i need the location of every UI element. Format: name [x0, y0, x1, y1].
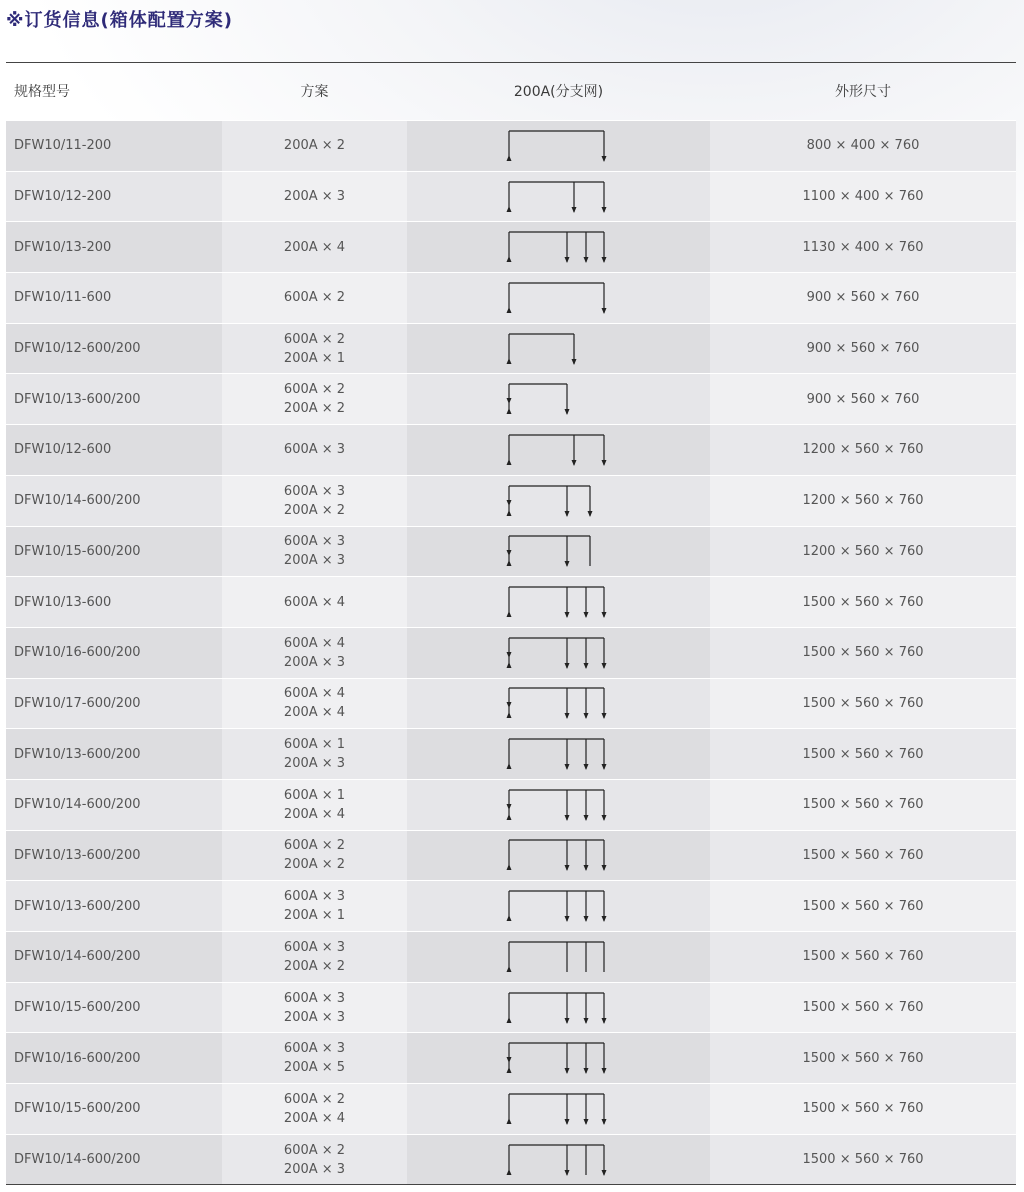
- arrow-down-icon: [564, 713, 569, 719]
- scheme-line: 200A × 2: [283, 138, 346, 154]
- cell-size: 1100 × 400 × 760: [710, 172, 1016, 222]
- cell-scheme: [222, 527, 407, 577]
- scheme-line: 200A × 2: [283, 857, 346, 873]
- table-row: [6, 728, 1016, 779]
- cell-size: 1500 × 560 × 760: [710, 983, 1016, 1033]
- scheme-line: 200A × 3: [283, 756, 346, 772]
- arrow-down-icon: [601, 308, 606, 314]
- table-row: [6, 373, 1016, 424]
- table-row: [6, 931, 1016, 982]
- scheme-line: 600A × 1: [283, 787, 346, 803]
- cell-size: 1500 × 560 × 760: [710, 1033, 1016, 1083]
- cell-scheme: [222, 1084, 407, 1134]
- cell-size: 900 × 560 × 760: [710, 273, 1016, 323]
- scheme-line: 600A × 3: [283, 534, 346, 550]
- arrow-down-icon: [564, 1119, 569, 1125]
- scheme-line: 600A × 3: [283, 990, 346, 1006]
- scheme-line: 200A × 3: [283, 654, 346, 670]
- arrow-down-icon: [564, 511, 569, 517]
- cell-scheme: [222, 273, 407, 323]
- cell-size: 900 × 560 × 760: [710, 324, 1016, 374]
- cell-size: 1500 × 560 × 760: [710, 932, 1016, 982]
- scheme-line: 200A × 5: [283, 1060, 346, 1076]
- cell-scheme: [222, 932, 407, 982]
- scheme-line: 200A × 1: [283, 908, 346, 924]
- cell-size: 900 × 560 × 760: [710, 374, 1016, 424]
- arrow-up-icon: [506, 611, 511, 617]
- branch-diagram: [504, 1038, 614, 1078]
- cell-model: DFW10/15-600/200: [6, 527, 222, 577]
- arrow-down-icon: [564, 612, 569, 618]
- cell-scheme: [222, 729, 407, 779]
- arrow-down-icon: [583, 257, 588, 263]
- table-row: [6, 272, 1016, 323]
- cell-size: 1200 × 560 × 760: [710, 476, 1016, 526]
- cell-diagram: [407, 577, 710, 627]
- arrow-down-icon: [564, 257, 569, 263]
- branch-diagram: [504, 582, 614, 622]
- scheme-line: 600A × 2: [283, 1142, 346, 1158]
- arrow-down-icon: [571, 359, 576, 365]
- cell-size: 1500 × 560 × 760: [710, 1135, 1016, 1185]
- arrow-up-icon: [506, 358, 511, 364]
- cell-model: DFW10/14-600/200: [6, 1135, 222, 1185]
- cell-diagram: [407, 679, 710, 729]
- scheme-line: 600A × 3: [283, 889, 346, 905]
- cell-diagram: [407, 628, 710, 678]
- branch-diagram: [504, 329, 614, 369]
- scheme-line: 200A × 2: [283, 958, 346, 974]
- cell-diagram: [407, 476, 710, 526]
- table-row: [6, 1032, 1016, 1083]
- scheme-line: 600A × 2: [283, 382, 346, 398]
- branch-diagram: [504, 785, 614, 825]
- scheme-line: 200A × 4: [283, 705, 346, 721]
- branch-diagram: [504, 633, 614, 673]
- arrow-down-icon: [583, 764, 588, 770]
- arrow-down-icon: [601, 156, 606, 162]
- cell-size: 1500 × 560 × 760: [710, 577, 1016, 627]
- arrow-up-icon: [506, 155, 511, 161]
- cell-scheme: [222, 324, 407, 374]
- cell-diagram: [407, 324, 710, 374]
- branch-diagram: [504, 937, 614, 977]
- arrow-up-icon: [506, 1169, 511, 1175]
- arrow-down-icon: [506, 652, 511, 658]
- table-body: [6, 120, 1016, 1184]
- arrow-down-icon: [506, 398, 511, 404]
- branch-diagram: [504, 430, 614, 470]
- table-bottom-rule: [6, 1184, 1016, 1185]
- arrow-down-icon: [571, 460, 576, 466]
- arrow-up-icon: [506, 560, 511, 566]
- arrow-down-icon: [564, 815, 569, 821]
- arrow-down-icon: [601, 257, 606, 263]
- cell-model: DFW10/15-600/200: [6, 983, 222, 1033]
- arrow-up-icon: [506, 1067, 511, 1073]
- cell-model: DFW10/13-600/200: [6, 729, 222, 779]
- cell-model: DFW10/15-600/200: [6, 1084, 222, 1134]
- arrow-down-icon: [601, 1018, 606, 1024]
- table-row: [6, 830, 1016, 881]
- cell-size: 1500 × 560 × 760: [710, 679, 1016, 729]
- cell-diagram: [407, 729, 710, 779]
- header-model: 规格型号: [14, 84, 70, 100]
- table-row: [6, 880, 1016, 931]
- cell-scheme: [222, 121, 407, 171]
- arrow-up-icon: [506, 459, 511, 465]
- cell-size: 1500 × 560 × 760: [710, 881, 1016, 931]
- cell-diagram: [407, 425, 710, 475]
- arrow-up-icon: [506, 307, 511, 313]
- cell-size: 1500 × 560 × 760: [710, 729, 1016, 779]
- cell-model: DFW10/14-600/200: [6, 932, 222, 982]
- cell-size: 1500 × 560 × 760: [710, 1084, 1016, 1134]
- scheme-line: 600A × 3: [283, 483, 346, 499]
- arrow-down-icon: [583, 815, 588, 821]
- scheme-line: 200A × 3: [283, 189, 346, 205]
- cell-model: DFW10/11-200: [6, 121, 222, 171]
- arrow-down-icon: [564, 561, 569, 567]
- branch-diagram: [504, 835, 614, 875]
- cell-diagram: [407, 121, 710, 171]
- arrow-down-icon: [506, 1057, 511, 1063]
- scheme-line: 600A × 2: [283, 838, 346, 854]
- arrow-down-icon: [583, 1119, 588, 1125]
- arrow-down-icon: [564, 663, 569, 669]
- cell-model: DFW10/16-600/200: [6, 628, 222, 678]
- cell-scheme: [222, 577, 407, 627]
- cell-scheme: [222, 780, 407, 830]
- table-row: [6, 576, 1016, 627]
- arrow-up-icon: [506, 915, 511, 921]
- scheme-line: 600A × 3: [283, 442, 346, 458]
- table-row: [6, 982, 1016, 1033]
- table-row: [6, 323, 1016, 374]
- arrow-down-icon: [583, 916, 588, 922]
- cell-model: DFW10/17-600/200: [6, 679, 222, 729]
- scheme-line: 600A × 2: [283, 1091, 346, 1107]
- cell-diagram: [407, 1135, 710, 1185]
- table-row: [6, 1083, 1016, 1134]
- cell-diagram: [407, 273, 710, 323]
- cell-scheme: [222, 425, 407, 475]
- table-row: [6, 526, 1016, 577]
- arrow-down-icon: [583, 865, 588, 871]
- branch-diagram: [504, 126, 614, 166]
- cell-scheme: [222, 374, 407, 424]
- cell-size: 1500 × 560 × 760: [710, 831, 1016, 881]
- cell-scheme: [222, 628, 407, 678]
- cell-model: DFW10/13-200: [6, 222, 222, 272]
- arrow-down-icon: [506, 804, 511, 810]
- scheme-line: 200A × 3: [283, 1009, 346, 1025]
- arrow-down-icon: [564, 1018, 569, 1024]
- cell-diagram: [407, 172, 710, 222]
- branch-diagram: [504, 227, 614, 267]
- arrow-down-icon: [601, 1119, 606, 1125]
- scheme-line: 600A × 3: [283, 939, 346, 955]
- header-diagram: 200A(分支网): [513, 84, 604, 100]
- arrow-down-icon: [601, 460, 606, 466]
- table-row: [6, 120, 1016, 171]
- cell-model: DFW10/11-600: [6, 273, 222, 323]
- scheme-line: 600A × 2: [283, 290, 346, 306]
- cell-size: 1500 × 560 × 760: [710, 780, 1016, 830]
- cell-diagram: [407, 831, 710, 881]
- arrow-down-icon: [583, 1068, 588, 1074]
- table-row: [6, 1134, 1016, 1185]
- arrow-down-icon: [564, 409, 569, 415]
- arrow-up-icon: [506, 1118, 511, 1124]
- cell-scheme: [222, 831, 407, 881]
- cell-diagram: [407, 780, 710, 830]
- branch-diagram: [504, 683, 614, 723]
- table-row: [6, 424, 1016, 475]
- scheme-line: 200A × 3: [283, 1161, 346, 1177]
- arrow-down-icon: [601, 612, 606, 618]
- cell-diagram: [407, 1033, 710, 1083]
- arrow-up-icon: [506, 864, 511, 870]
- scheme-line: 600A × 2: [283, 331, 346, 347]
- scheme-line: 600A × 4: [283, 594, 346, 610]
- arrow-down-icon: [601, 764, 606, 770]
- arrow-up-icon: [506, 1017, 511, 1023]
- scheme-line: 200A × 4: [283, 239, 346, 255]
- arrow-down-icon: [601, 207, 606, 213]
- arrow-down-icon: [506, 550, 511, 556]
- arrow-down-icon: [601, 815, 606, 821]
- cell-scheme: [222, 983, 407, 1033]
- arrow-down-icon: [564, 916, 569, 922]
- cell-diagram: [407, 881, 710, 931]
- cell-size: 1500 × 560 × 760: [710, 628, 1016, 678]
- arrow-up-icon: [506, 510, 511, 516]
- cell-model: DFW10/12-600: [6, 425, 222, 475]
- arrow-down-icon: [564, 865, 569, 871]
- cell-scheme: [222, 222, 407, 272]
- cell-size: 800 × 400 × 760: [710, 121, 1016, 171]
- scheme-line: 200A × 2: [283, 502, 346, 518]
- arrow-down-icon: [601, 1068, 606, 1074]
- arrow-up-icon: [506, 256, 511, 262]
- cell-diagram: [407, 983, 710, 1033]
- arrow-down-icon: [583, 713, 588, 719]
- table-row: [6, 475, 1016, 526]
- arrow-down-icon: [601, 663, 606, 669]
- cell-model: DFW10/12-200: [6, 172, 222, 222]
- arrow-down-icon: [506, 702, 511, 708]
- arrow-down-icon: [601, 865, 606, 871]
- cell-diagram: [407, 1084, 710, 1134]
- cell-model: DFW10/13-600/200: [6, 881, 222, 931]
- table-row: [6, 221, 1016, 272]
- cell-size: 1200 × 560 × 760: [710, 527, 1016, 577]
- arrow-up-icon: [506, 712, 511, 718]
- arrow-down-icon: [583, 1018, 588, 1024]
- header-size: 外形尺寸: [835, 84, 891, 100]
- scheme-line: 600A × 4: [283, 635, 346, 651]
- table-row: [6, 779, 1016, 830]
- cell-scheme: [222, 1033, 407, 1083]
- branch-diagram: [504, 988, 614, 1028]
- table-row: [6, 678, 1016, 729]
- arrow-up-icon: [506, 814, 511, 820]
- cell-diagram: [407, 374, 710, 424]
- branch-diagram: [504, 1140, 614, 1180]
- arrow-down-icon: [564, 1068, 569, 1074]
- arrow-up-icon: [506, 763, 511, 769]
- cell-model: DFW10/14-600/200: [6, 780, 222, 830]
- header-scheme: 方案: [300, 84, 329, 100]
- arrow-down-icon: [506, 500, 511, 506]
- branch-diagram: [504, 278, 614, 318]
- cell-diagram: [407, 222, 710, 272]
- branch-diagram: [504, 531, 614, 571]
- branch-diagram: [504, 886, 614, 926]
- scheme-line: 200A × 4: [283, 1110, 346, 1126]
- branch-diagram: [504, 177, 614, 217]
- arrow-down-icon: [587, 511, 592, 517]
- arrow-down-icon: [583, 663, 588, 669]
- cell-model: DFW10/13-600: [6, 577, 222, 627]
- branch-diagram: [504, 481, 614, 521]
- scheme-line: 200A × 4: [283, 806, 346, 822]
- arrow-up-icon: [506, 206, 511, 212]
- branch-diagram: [504, 734, 614, 774]
- scheme-line: 600A × 3: [283, 1041, 346, 1057]
- cell-scheme: [222, 881, 407, 931]
- cell-model: DFW10/13-600/200: [6, 374, 222, 424]
- arrow-down-icon: [601, 1170, 606, 1176]
- page-title: ※订货信息(箱体配置方案): [6, 10, 233, 31]
- table-row: [6, 171, 1016, 222]
- scheme-line: 200A × 2: [283, 401, 346, 417]
- scheme-line: 600A × 4: [283, 686, 346, 702]
- arrow-up-icon: [506, 662, 511, 668]
- cell-diagram: [407, 527, 710, 577]
- cell-scheme: [222, 476, 407, 526]
- cell-diagram: [407, 932, 710, 982]
- scheme-line: 600A × 1: [283, 737, 346, 753]
- table-header: [6, 63, 1016, 119]
- table-row: [6, 627, 1016, 678]
- branch-diagram: [504, 1089, 614, 1129]
- arrow-down-icon: [601, 916, 606, 922]
- cell-size: 1130 × 400 × 760: [710, 222, 1016, 272]
- cell-model: DFW10/12-600/200: [6, 324, 222, 374]
- branch-diagram: [504, 379, 614, 419]
- cell-scheme: [222, 172, 407, 222]
- arrow-up-icon: [506, 408, 511, 414]
- cell-scheme: [222, 679, 407, 729]
- arrow-down-icon: [601, 713, 606, 719]
- arrow-down-icon: [564, 764, 569, 770]
- cell-model: DFW10/13-600/200: [6, 831, 222, 881]
- cell-model: DFW10/14-600/200: [6, 476, 222, 526]
- arrow-up-icon: [506, 966, 511, 972]
- cell-scheme: [222, 1135, 407, 1185]
- arrow-down-icon: [571, 207, 576, 213]
- arrow-down-icon: [583, 612, 588, 618]
- arrow-down-icon: [564, 1170, 569, 1176]
- cell-model: DFW10/16-600/200: [6, 1033, 222, 1083]
- scheme-line: 200A × 3: [283, 553, 346, 569]
- cell-size: 1200 × 560 × 760: [710, 425, 1016, 475]
- scheme-line: 200A × 1: [283, 350, 346, 366]
